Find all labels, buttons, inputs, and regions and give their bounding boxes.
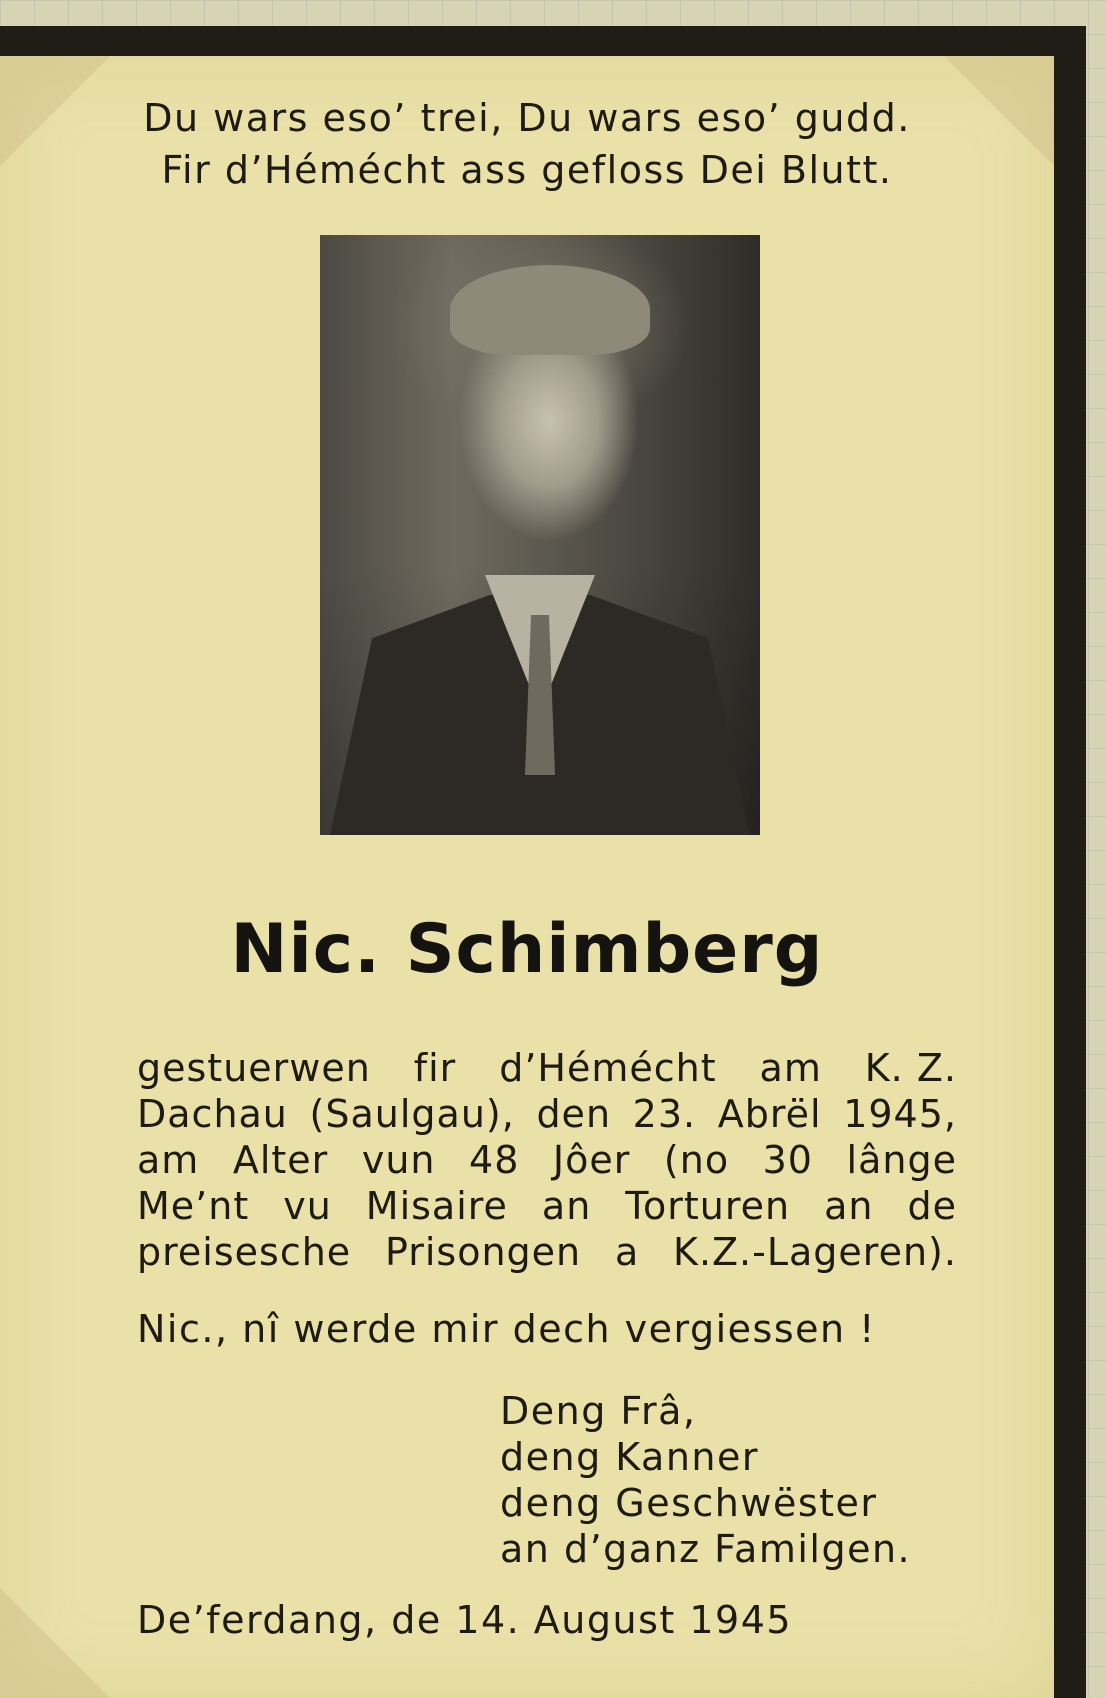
signature-line-1: Deng Frâ,	[500, 1389, 697, 1433]
verse-line-2: Fir d’Hémécht ass gefloss Dei Blutt.	[161, 148, 893, 192]
signature-block	[500, 1388, 911, 1572]
verse-line-1: Du wars eso’ trei, Du wars eso’ gudd.	[143, 96, 911, 140]
obituary-line-1: gestuerwen fir d’Hémécht am K. Z.	[137, 1046, 957, 1090]
signature-line-3: deng Geschwëster	[500, 1481, 878, 1525]
obituary-line-5: preisesche Prisongen a K.Z.-Lageren).	[137, 1230, 957, 1274]
place-and-date: De’ferdang, de 14. August 1945	[137, 1598, 793, 1642]
obituary-line-3: am Alter vun 48 Jôer (no 30 lânge	[137, 1138, 957, 1182]
obituary-line-4: Me’nt vu Misaire an Torturen an de	[137, 1184, 957, 1228]
portrait-photo	[320, 235, 760, 835]
obituary-line-2: Dachau (Saulgau), den 23. Abrël 1945,	[137, 1092, 957, 1136]
deceased-name: Nic. Schimberg	[230, 910, 824, 989]
signature-line-4: an d’ganz Familgen.	[500, 1527, 912, 1571]
obituary-text	[137, 1045, 957, 1275]
closing-line: Nic., nî werde mir dech vergiessen !	[137, 1307, 876, 1351]
signature-line-2: deng Kanner	[500, 1435, 759, 1479]
portrait-hair	[450, 265, 650, 355]
photo-corner-mount-bottom-left	[0, 1588, 110, 1698]
verse	[0, 92, 1054, 196]
